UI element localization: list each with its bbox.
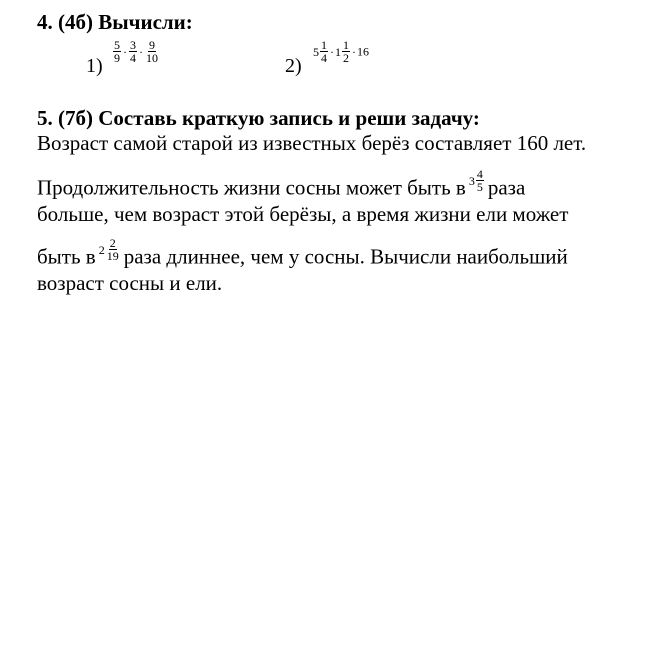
- task4-item1-label: 1): [86, 55, 103, 77]
- task5-line3: больше, чем возраст этой берёзы, а время жизни ели может: [37, 202, 569, 226]
- mixed-number: 2 $\frac{2}{19}$: [98, 236, 119, 263]
- task4-item2-label: 2): [285, 55, 302, 77]
- task4-heading: 4. (4б) Вычисли:: [37, 10, 193, 34]
- task5-line1: Возраст самой старой из известных берёз составляет 160 лет.: [37, 131, 587, 155]
- task5-line2: Продолжительность жизни сосны может быть в 3 $\frac{4}{5}$ раза: [37, 167, 526, 200]
- fraction: $\frac{5}{9}$: [114, 38, 120, 65]
- fraction: $\frac{9}{10}$: [146, 38, 158, 65]
- task4-item1-expression: $\frac{5}{9}$ · $\frac{3}{4}$ · $\frac{9}{10}$: [114, 38, 158, 65]
- mixed-number: 3 $\frac{4}{5}$: [468, 167, 483, 194]
- mixed-number: 1 $\frac{1}{2}$: [335, 38, 349, 65]
- fraction: $\frac{3}{4}$: [130, 38, 136, 65]
- task5-line5: возраст сосны и ели.: [37, 271, 223, 295]
- task4-item2-expression: 5 $\frac{1}{4}$ · 1 $\frac{1}{2}$ ·16: [313, 38, 369, 65]
- task5-line4: быть в 2 $\frac{2}{19}$ раза длиннее, чем у сосны. Вычисли наибольший: [37, 236, 568, 269]
- task5-heading: 5. (7б) Составь краткую запись и реши задачу:: [37, 106, 480, 130]
- mixed-number: 5 $\frac{1}{4}$: [313, 38, 327, 65]
